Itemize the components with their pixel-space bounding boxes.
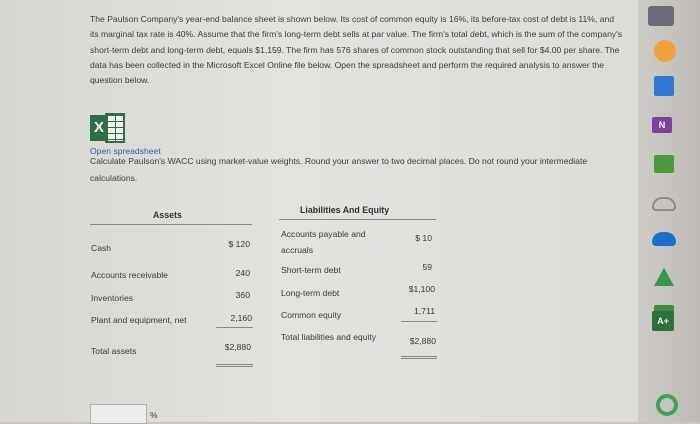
- liab-value-payable: $ 10: [415, 233, 432, 243]
- plant-rule: [216, 327, 253, 328]
- asset-label-inventories: Inventories: [91, 293, 134, 303]
- asset-value-plant: 2,160: [230, 313, 252, 323]
- liab-label-short-term: Short-term debt: [281, 265, 341, 275]
- assets-total-rule-2: [216, 366, 253, 367]
- liab-value-short-term: 59: [422, 262, 432, 272]
- green-circle-icon[interactable]: [656, 394, 678, 416]
- liab-label-total: Total liabilities and equity: [281, 332, 377, 342]
- tab-thumbnail-icon[interactable]: [648, 6, 674, 26]
- assets-total-rule-1: [216, 364, 253, 365]
- liab-value-total: $2,880: [409, 336, 436, 346]
- asset-label-receivable: Accounts receivable: [91, 270, 168, 280]
- asset-label-plant: Plant and equipment, net: [91, 315, 187, 325]
- onedrive-icon[interactable]: [652, 232, 676, 246]
- asset-label-total: Total assets: [91, 346, 137, 356]
- green-app-icon[interactable]: [654, 155, 674, 173]
- assets-header: Assets: [153, 210, 182, 220]
- drive-icon[interactable]: [654, 268, 674, 286]
- assets-header-rule: [90, 224, 252, 225]
- asset-value-inventories: 360: [235, 290, 250, 300]
- liab-value-long-term: $1,100: [408, 284, 435, 294]
- asset-value-total: $2,880: [224, 342, 251, 352]
- liab-total-rule-2: [401, 358, 437, 359]
- question-text: Calculate Paulson's WACC using market-value weights. Round your answer to two decimal places. Do not round your intermediate calculations.: [90, 156, 588, 183]
- liab-label-common-equity: Common equity: [281, 310, 342, 320]
- excel-grid-icon: [105, 113, 125, 143]
- liab-label-payable: Accounts payable and accruals: [281, 229, 366, 255]
- intro-text: The Paulson Company's year-end balance sheet is shown below. Its cost of common equity is 16%, its before-tax cost of debt is 11%, and its marginal tax rate is 40%. Assume that the firm's long-term debt sells at par value. The firm's total debt, which is the sum of the company's short-term debt and long-term debt, equals $1,159. The firm has 576 shares of common stock outstanding that sell for $4.00 per share. The data has been collected in the Microsoft Excel Online file below. Open the spreadsheet and perform the required analysis to answer the question below.: [90, 14, 623, 86]
- asset-value-cash: $ 120: [228, 239, 250, 249]
- open-spreadsheet-link[interactable]: Open spreadsheet: [90, 146, 161, 156]
- liabilities-header-rule: [279, 219, 436, 220]
- excel-x-letter: X: [90, 115, 108, 141]
- wacc-answer-input[interactable]: [90, 404, 147, 424]
- translate-icon[interactable]: A+: [652, 311, 674, 331]
- onenote-icon[interactable]: N: [652, 117, 672, 133]
- app-sidebar: [638, 0, 700, 422]
- liab-label-long-term: Long-term debt: [281, 288, 340, 298]
- percent-unit-label: %: [150, 410, 158, 420]
- blue-square-icon[interactable]: [654, 76, 674, 96]
- asset-label-cash: Cash: [91, 243, 112, 253]
- liab-total-rule-1: [401, 356, 437, 357]
- weather-icon[interactable]: [652, 197, 676, 211]
- liabilities-header: Liabilities And Equity: [300, 205, 390, 215]
- excel-icon[interactable]: [90, 113, 126, 143]
- orange-circle-icon[interactable]: [654, 40, 676, 62]
- asset-value-receivable: 240: [235, 268, 250, 278]
- common-equity-rule: [401, 321, 437, 322]
- liab-value-common-equity: 1,711: [414, 306, 435, 316]
